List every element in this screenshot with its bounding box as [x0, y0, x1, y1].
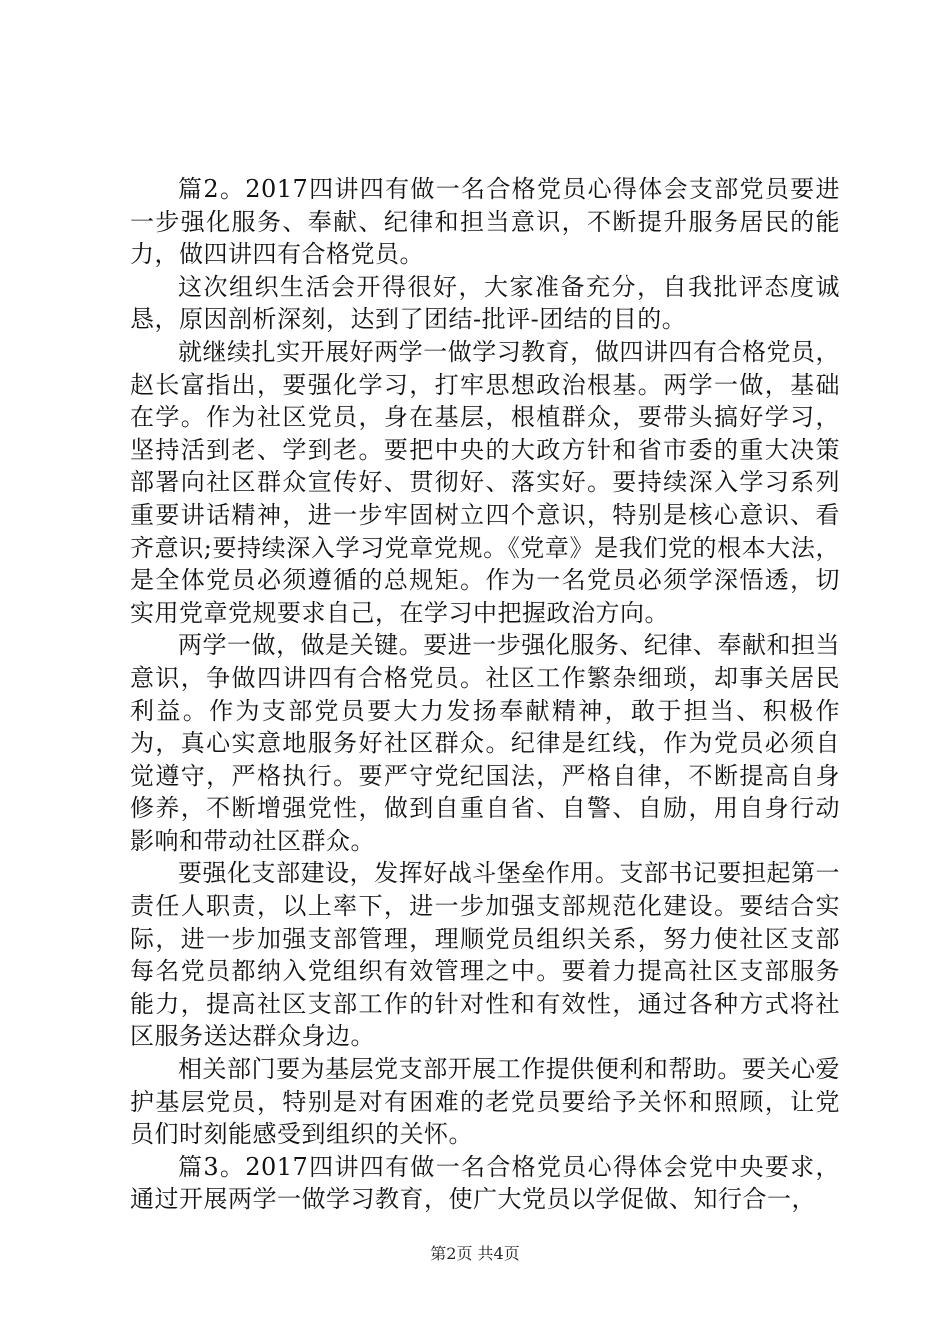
paragraph-2: 这次组织生活会开得很好，大家准备充分，自我批评态度诚恳，原因剖析深刻，达到了团结-批评-团结的目的。	[130, 272, 840, 334]
page-footer: 第2页 共4页	[430, 1244, 520, 1263]
document-body	[130, 173, 840, 1216]
paragraph-6: 相关部门要为基层党支部开展工作提供便利和帮助。要关心爱护基层党员，特别是对有困难的老党员要给予关怀和照顾，让党员们时刻能感受到组织的关怀。	[130, 1055, 840, 1149]
paragraph-1: 篇2。2017四讲四有做一名合格党员心得体会支部党员要进一步强化服务、奉献、纪律和担当意识，不断提升服务居民的能力，做四讲四有合格党员。	[130, 175, 840, 269]
paragraph-7: 篇3。2017四讲四有做一名合格党员心得体会党中央要求，通过开展两学一做学习教育，使广大党员以学促做、知行合一，	[130, 1152, 840, 1214]
paragraph-3: 就继续扎实开展好两学一做学习教育，做四讲四有合格党员，赵长富指出，要强化学习，打牢思想政治根基。两学一做，基础在学。作为社区党员，身在基层，根植群众，要带头搞好学习，坚持活到老、学到老。要把中央的大政方针和省市委的重大决策部署向社区群众宣传好、贯彻好、落实好。要持续深入学习系列重要讲话精神，进一步牢固树立四个意识，特别是核心意识、看齐意识;要持续深入学习党章党规。《党章》是我们党的根本大法，是全体党员必须遵循的总规矩。作为一名党员必须学深悟透，切实用党章党规要求自己，在学习中把握政治方向。	[130, 337, 840, 627]
paragraph-4: 两学一做，做是关键。要进一步强化服务、纪律、奉献和担当意识，争做四讲四有合格党员。社区工作繁杂细琐，却事关居民利益。作为支部党员要大力发扬奉献精神，敢于担当、积极作为，真心实意地服务好社区群众。纪律是红线，作为党员必须自觉遵守，严格执行。要严守党纪国法，严格自律，不断提高自身修养，不断增强党性，做到自重自省、自警、自励，用自身行动影响和带动社区群众。	[130, 631, 840, 855]
paragraph-5: 要强化支部建设，发挥好战斗堡垒作用。支部书记要担起第一责任人职责，以上率下，进一步加强支部规范化建设。要结合实际，进一步加强支部管理，理顺党员组织关系，努力使社区支部每名党员都纳入党组织有效管理之中。要着力提高社区支部服务能力，提高社区支部工作的针对性和有效性，通过各种方式将社区服务送达群众身边。	[130, 859, 840, 1051]
